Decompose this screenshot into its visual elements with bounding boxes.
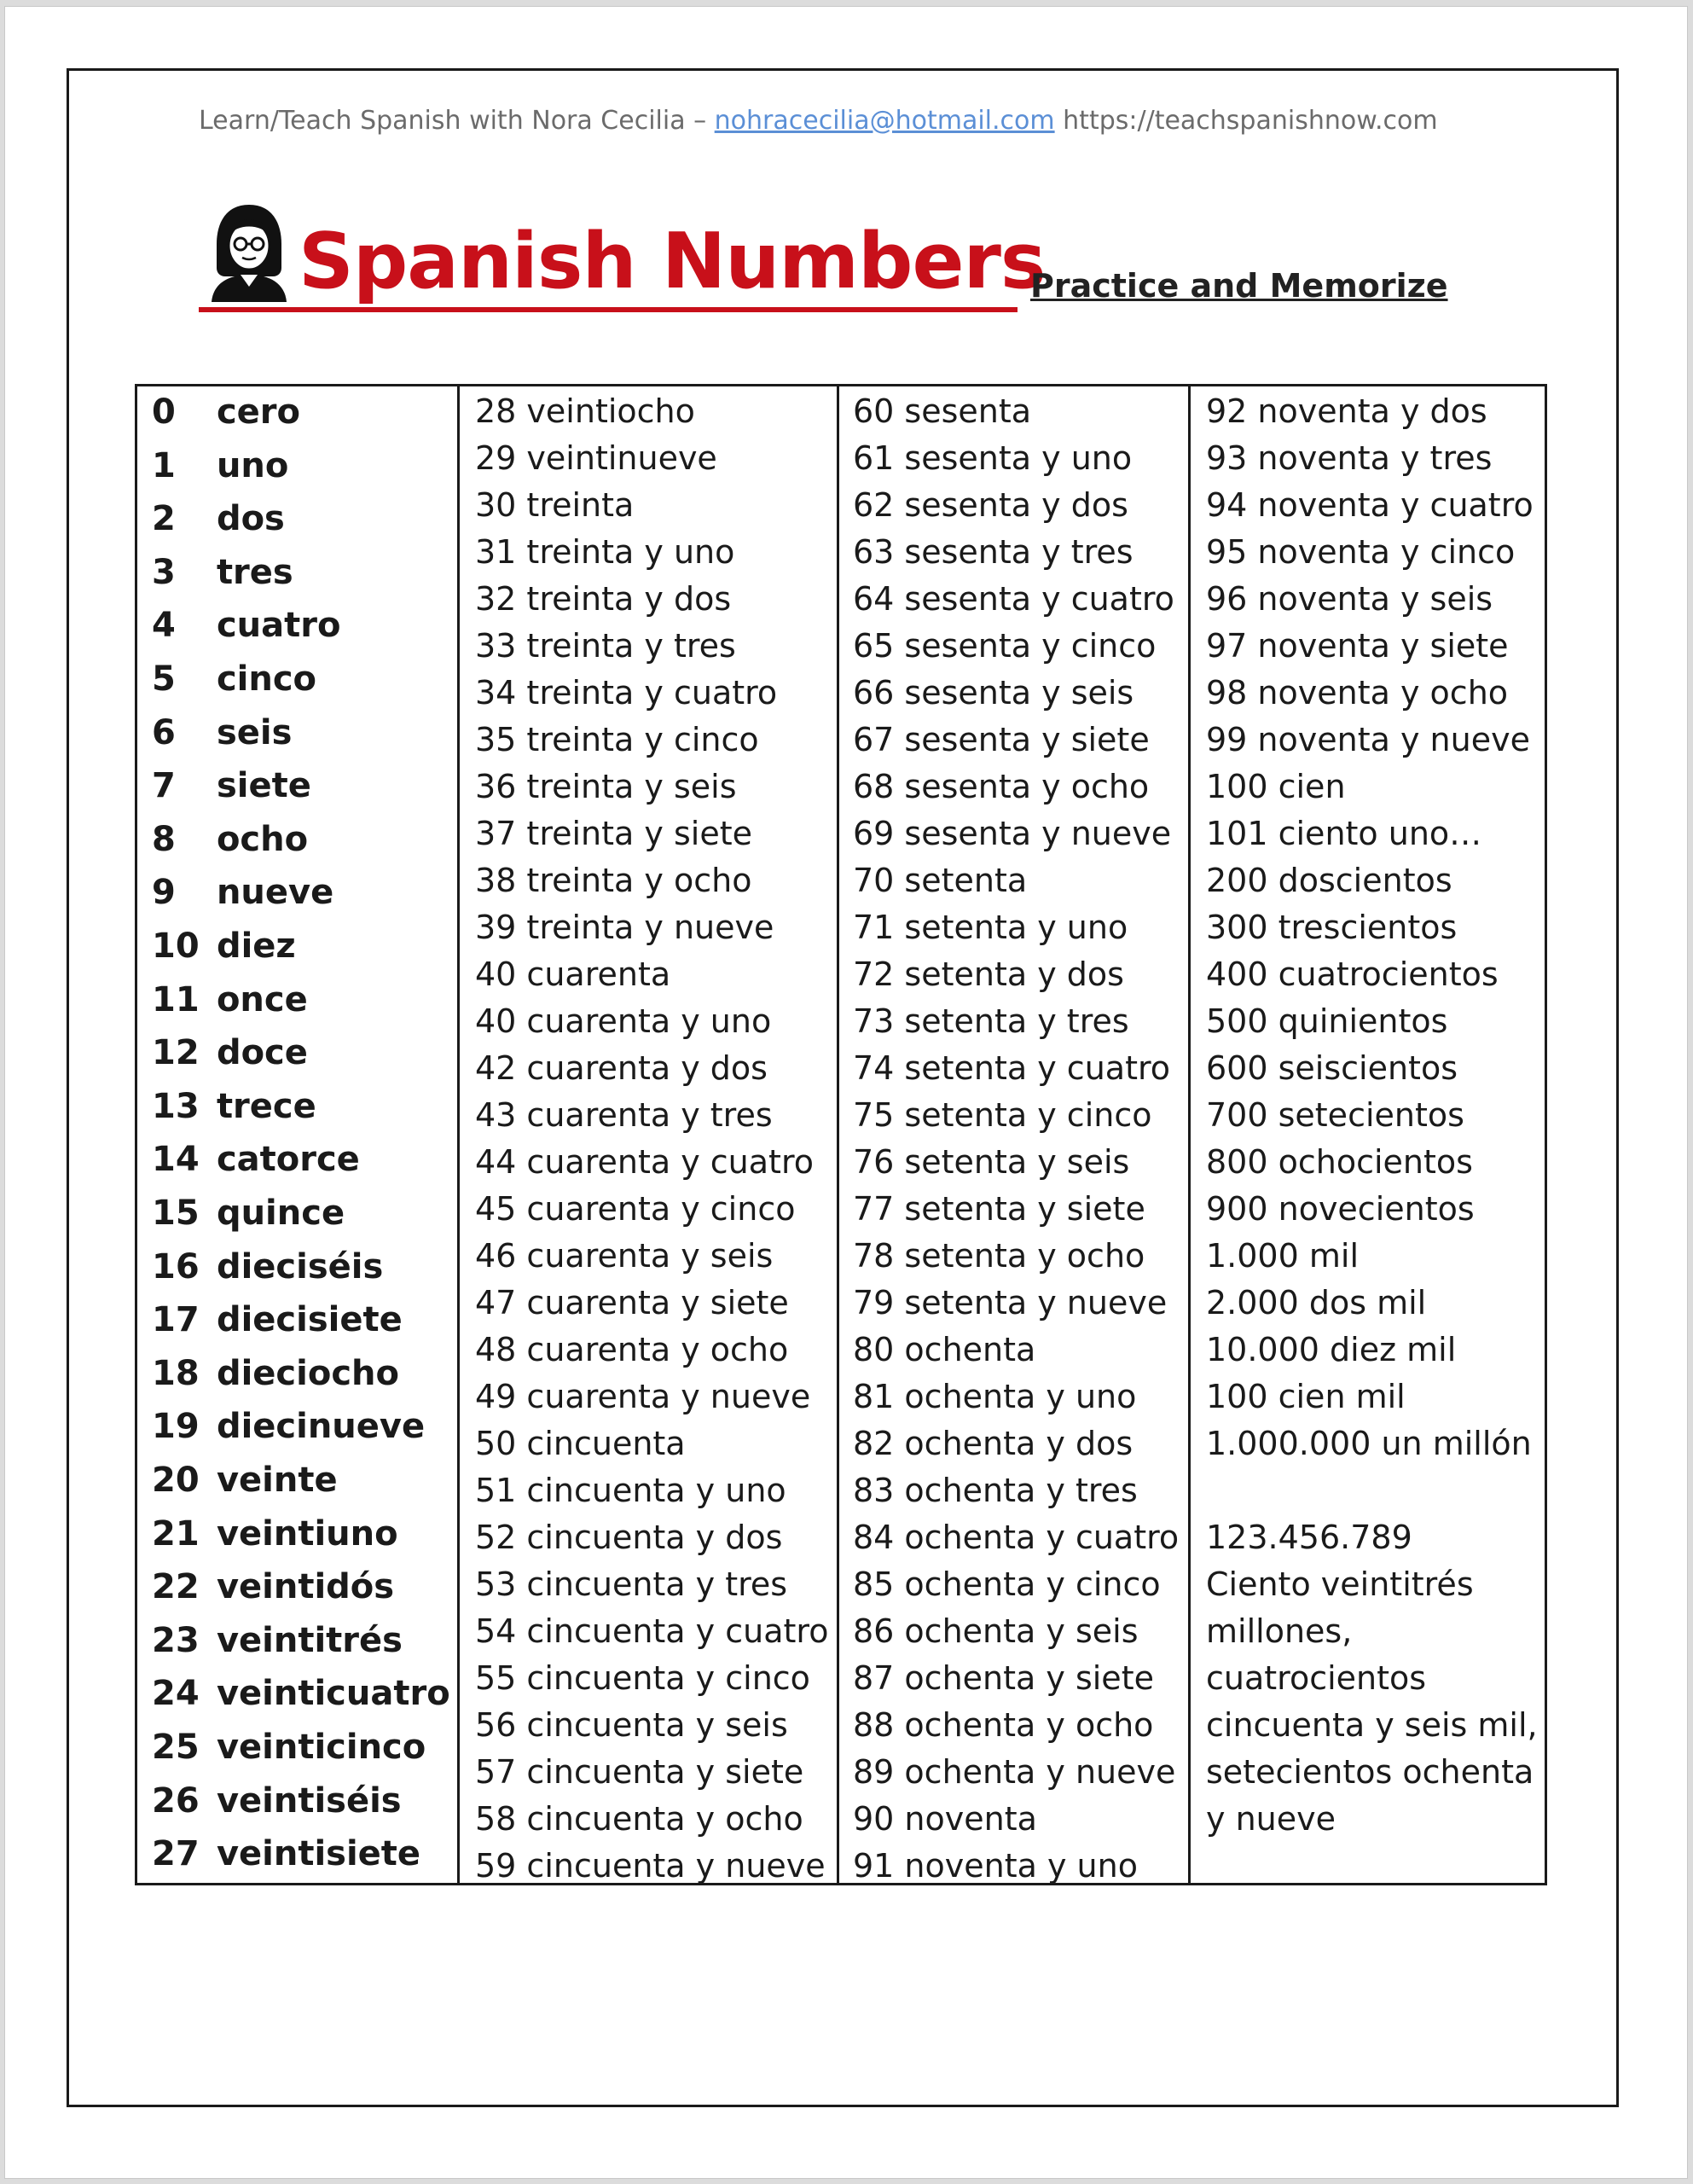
column-divider xyxy=(837,384,839,1885)
number-entry: 73 setenta y tres xyxy=(853,1002,1129,1040)
number-entry: 53 cincuenta y tres xyxy=(475,1565,788,1603)
number-entry: 79 setenta y nueve xyxy=(853,1284,1168,1321)
number-entry: 86 ochenta y seis xyxy=(853,1612,1139,1650)
number-word: diez xyxy=(216,926,296,966)
number-entry: 96 noventa y seis xyxy=(1206,580,1493,618)
number-digit: 2 xyxy=(152,499,176,539)
number-word: catorce xyxy=(216,1140,360,1180)
number-entry: 33 treinta y tres xyxy=(475,627,736,665)
title-underline xyxy=(199,307,1018,312)
number-entry: 500 quinientos xyxy=(1206,1002,1448,1040)
number-entry xyxy=(152,1354,399,1393)
page-subtitle: Practice and Memorize xyxy=(1030,267,1448,305)
number-entry: 123.456.789 xyxy=(1206,1519,1412,1556)
number-entry: 42 cuarenta y dos xyxy=(475,1049,768,1087)
number-entry xyxy=(152,659,316,699)
number-entry: 72 setenta y dos xyxy=(853,956,1124,993)
number-entry: 88 ochenta y ocho xyxy=(853,1706,1154,1744)
number-word: veintiséis xyxy=(216,1780,402,1821)
number-entry: 80 ochenta xyxy=(853,1331,1036,1368)
number-word: quince xyxy=(216,1194,345,1233)
number-word: cinco xyxy=(216,659,317,699)
number-digit: 13 xyxy=(152,1086,200,1126)
number-entry xyxy=(152,1194,345,1233)
number-entry: 82 ochenta y dos xyxy=(853,1425,1133,1462)
number-entry xyxy=(152,1834,420,1873)
header-line xyxy=(199,106,1495,136)
number-entry: 84 ochenta y cuatro xyxy=(853,1519,1180,1556)
number-word: dos xyxy=(216,499,285,539)
number-word: veinticuatro xyxy=(216,1674,450,1714)
number-entry: 70 setenta xyxy=(853,862,1028,899)
number-word: seis xyxy=(216,712,293,752)
number-digit: 27 xyxy=(152,1834,200,1874)
number-entry: 50 cincuenta xyxy=(475,1425,686,1462)
number-digit: 3 xyxy=(152,552,176,592)
number-entry: 62 sesenta y dos xyxy=(853,486,1128,524)
number-digit: 4 xyxy=(152,606,176,646)
number-entry: 83 ochenta y tres xyxy=(853,1472,1138,1509)
number-entry: 85 ochenta y cinco xyxy=(853,1565,1161,1603)
number-word: cero xyxy=(216,392,300,432)
number-entry: 55 cincuenta y cinco xyxy=(475,1659,810,1697)
number-entry: 92 noventa y dos xyxy=(1206,392,1487,430)
number-digit: 10 xyxy=(152,926,200,966)
number-word: diecinueve xyxy=(216,1407,426,1447)
number-digit: 20 xyxy=(152,1461,200,1500)
number-digit: 17 xyxy=(152,1300,200,1340)
number-entry: 99 noventa y nueve xyxy=(1206,721,1530,758)
number-entry: Ciento veintitrés xyxy=(1206,1565,1474,1603)
number-entry: 75 setenta y cinco xyxy=(853,1096,1152,1134)
header-prefix: Learn/Teach Spanish with Nora Cecilia – xyxy=(199,106,715,136)
number-entry: 68 sesenta y ocho xyxy=(853,768,1150,805)
number-entry xyxy=(152,1300,403,1339)
number-entry: 10.000 diez mil xyxy=(1206,1331,1457,1368)
number-digit: 14 xyxy=(152,1140,200,1180)
email-link[interactable]: nohracecilia@hotmail.com xyxy=(714,106,1055,136)
number-entry: 77 setenta y siete xyxy=(853,1190,1145,1228)
number-entry: 49 cuarenta y nueve xyxy=(475,1378,811,1415)
woman-with-glasses-icon xyxy=(205,201,293,302)
number-entry xyxy=(152,820,308,859)
number-word: dieciocho xyxy=(216,1353,399,1393)
number-entry: 65 sesenta y cinco xyxy=(853,627,1157,665)
number-digit: 8 xyxy=(152,819,176,859)
number-word: cuatro xyxy=(216,606,341,646)
number-digit: 18 xyxy=(152,1353,200,1393)
number-entry: 35 treinta y cinco xyxy=(475,721,759,758)
number-entry: 61 sesenta y uno xyxy=(853,439,1133,477)
number-entry: 1.000.000 un millón xyxy=(1206,1425,1532,1462)
number-entry: 56 cincuenta y seis xyxy=(475,1706,788,1744)
number-entry: 47 cuarenta y siete xyxy=(475,1284,789,1321)
number-entry: 59 cincuenta y nueve xyxy=(475,1847,826,1885)
number-entry xyxy=(152,392,300,432)
number-entry: 40 cuarenta xyxy=(475,956,671,993)
number-entry xyxy=(152,553,293,592)
number-entry xyxy=(152,1140,360,1179)
number-entry: 48 cuarenta y ocho xyxy=(475,1331,789,1368)
number-entry: 57 cincuenta y siete xyxy=(475,1753,804,1791)
column-divider xyxy=(457,384,460,1885)
number-digit: 25 xyxy=(152,1728,200,1767)
number-word: doce xyxy=(216,1033,308,1073)
number-word: veinte xyxy=(216,1461,338,1500)
number-word: veintisiete xyxy=(216,1834,421,1874)
number-entry xyxy=(152,1247,383,1287)
number-entry xyxy=(152,1621,403,1660)
number-digit: 15 xyxy=(152,1194,200,1233)
number-word: diecisiete xyxy=(216,1300,403,1340)
number-word: trece xyxy=(216,1086,316,1126)
number-entry: 30 treinta xyxy=(475,486,635,524)
number-word: once xyxy=(216,979,308,1019)
number-entry xyxy=(152,873,333,912)
number-entry xyxy=(152,1461,338,1500)
number-entry xyxy=(152,606,340,645)
number-entry xyxy=(152,1567,394,1606)
number-entry: 97 noventa y siete xyxy=(1206,627,1509,665)
number-entry xyxy=(152,766,311,805)
number-word: siete xyxy=(216,766,311,806)
number-entry: 51 cincuenta y uno xyxy=(475,1472,786,1509)
number-entry: 64 sesenta y cuatro xyxy=(853,580,1174,618)
number-word: veinticinco xyxy=(216,1728,426,1767)
number-entry xyxy=(152,1407,425,1446)
number-word: veintitrés xyxy=(216,1620,403,1660)
number-digit: 26 xyxy=(152,1780,200,1821)
number-digit: 1 xyxy=(152,445,176,485)
number-digit: 19 xyxy=(152,1407,200,1447)
number-entry: 43 cuarenta y tres xyxy=(475,1096,773,1134)
number-entry: 44 cuarenta y cuatro xyxy=(475,1143,814,1181)
number-entry: setecientos ochenta xyxy=(1206,1753,1534,1791)
number-digit: 11 xyxy=(152,979,200,1019)
number-entry: 54 cincuenta y cuatro xyxy=(475,1612,829,1650)
number-digit: 16 xyxy=(152,1246,200,1287)
number-entry: 63 sesenta y tres xyxy=(853,533,1133,571)
number-entry: 93 noventa y tres xyxy=(1206,439,1493,477)
number-digit: 0 xyxy=(152,392,176,432)
number-word: tres xyxy=(216,552,293,592)
number-entry: 60 sesenta xyxy=(853,392,1032,430)
number-entry: 67 sesenta y siete xyxy=(853,721,1150,758)
number-entry: 69 sesenta y nueve xyxy=(853,815,1172,852)
number-entry: cuatrocientos xyxy=(1206,1659,1427,1697)
number-entry: 74 setenta y cuatro xyxy=(853,1049,1171,1087)
number-entry: 78 setenta y ocho xyxy=(853,1237,1145,1275)
number-word: veintiuno xyxy=(216,1513,398,1554)
number-entry: 39 treinta y nueve xyxy=(475,909,774,946)
number-entry: 300 trescientos xyxy=(1206,909,1458,946)
number-entry: 95 noventa y cinco xyxy=(1206,533,1516,571)
number-entry: cincuenta y seis mil, xyxy=(1206,1706,1538,1744)
number-entry: 90 noventa xyxy=(853,1800,1037,1838)
column-divider xyxy=(1188,384,1191,1885)
number-entry xyxy=(152,713,292,752)
number-entry: 91 noventa y uno xyxy=(853,1847,1138,1885)
number-entry: 94 noventa y cuatro xyxy=(1206,486,1534,524)
number-word: uno xyxy=(216,445,289,485)
number-digit: 23 xyxy=(152,1620,200,1660)
number-entry: 45 cuarenta y cinco xyxy=(475,1190,796,1228)
number-digit: 24 xyxy=(152,1674,200,1714)
number-entry xyxy=(152,1781,402,1821)
number-digit: 21 xyxy=(152,1513,200,1554)
number-entry: 46 cuarenta y seis xyxy=(475,1237,774,1275)
number-digit: 12 xyxy=(152,1033,200,1073)
number-digit: 7 xyxy=(152,766,176,806)
number-word: dieciséis xyxy=(216,1246,384,1287)
number-entry: 58 cincuenta y ocho xyxy=(475,1800,803,1838)
number-entry: 66 sesenta y seis xyxy=(853,674,1134,712)
number-entry: 2.000 dos mil xyxy=(1206,1284,1427,1321)
number-entry: 40 cuarenta y uno xyxy=(475,1002,772,1040)
number-entry: 52 cincuenta y dos xyxy=(475,1519,783,1556)
number-entry: y nueve xyxy=(1206,1800,1336,1838)
number-entry xyxy=(152,1674,450,1713)
number-entry xyxy=(152,1728,426,1767)
number-entry: 100 cien xyxy=(1206,768,1346,805)
number-entry xyxy=(152,446,288,485)
number-entry: 700 setecientos xyxy=(1206,1096,1464,1134)
number-digit: 5 xyxy=(152,659,176,699)
number-word: ocho xyxy=(216,819,309,859)
number-entry: 800 ochocientos xyxy=(1206,1143,1473,1181)
website-url: https://teachspanishnow.com xyxy=(1054,106,1438,136)
number-entry: 200 doscientos xyxy=(1206,862,1452,899)
number-digit: 6 xyxy=(152,712,176,752)
number-entry: 32 treinta y dos xyxy=(475,580,732,618)
number-digit: 9 xyxy=(152,873,176,913)
number-entry xyxy=(152,926,296,966)
number-entry: 600 seiscientos xyxy=(1206,1049,1458,1087)
number-entry: 38 treinta y ocho xyxy=(475,862,752,899)
number-entry: 87 ochenta y siete xyxy=(853,1659,1154,1697)
number-entry: 29 veintinueve xyxy=(475,439,717,477)
number-digit: 22 xyxy=(152,1567,200,1607)
number-entry: 36 treinta y seis xyxy=(475,768,737,805)
number-entry: 34 treinta y cuatro xyxy=(475,674,778,712)
number-word: nueve xyxy=(216,873,334,913)
number-entry xyxy=(152,1514,398,1554)
number-entry: 37 treinta y siete xyxy=(475,815,752,852)
number-entry: 89 ochenta y nueve xyxy=(853,1753,1176,1791)
number-entry: 1.000 mil xyxy=(1206,1237,1359,1275)
number-entry: 900 novecientos xyxy=(1206,1190,1475,1228)
number-entry: 71 setenta y uno xyxy=(853,909,1128,946)
number-entry: 28 veintiocho xyxy=(475,392,695,430)
number-entry: 101 ciento uno… xyxy=(1206,815,1482,852)
number-entry xyxy=(152,1033,308,1072)
number-entry: 31 treinta y uno xyxy=(475,533,735,571)
number-word: veintidós xyxy=(216,1567,395,1607)
number-entry xyxy=(152,499,285,538)
number-entry: 98 noventa y ocho xyxy=(1206,674,1509,712)
number-entry: 81 ochenta y uno xyxy=(853,1378,1137,1415)
number-entry: 76 setenta y seis xyxy=(853,1143,1130,1181)
number-entry: 100 cien mil xyxy=(1206,1378,1406,1415)
page-title: Spanish Numbers xyxy=(299,217,1046,306)
number-entry xyxy=(152,1087,316,1126)
number-entry xyxy=(152,980,308,1019)
number-entry: 400 cuatrocientos xyxy=(1206,956,1499,993)
number-entry: millones, xyxy=(1206,1612,1353,1650)
